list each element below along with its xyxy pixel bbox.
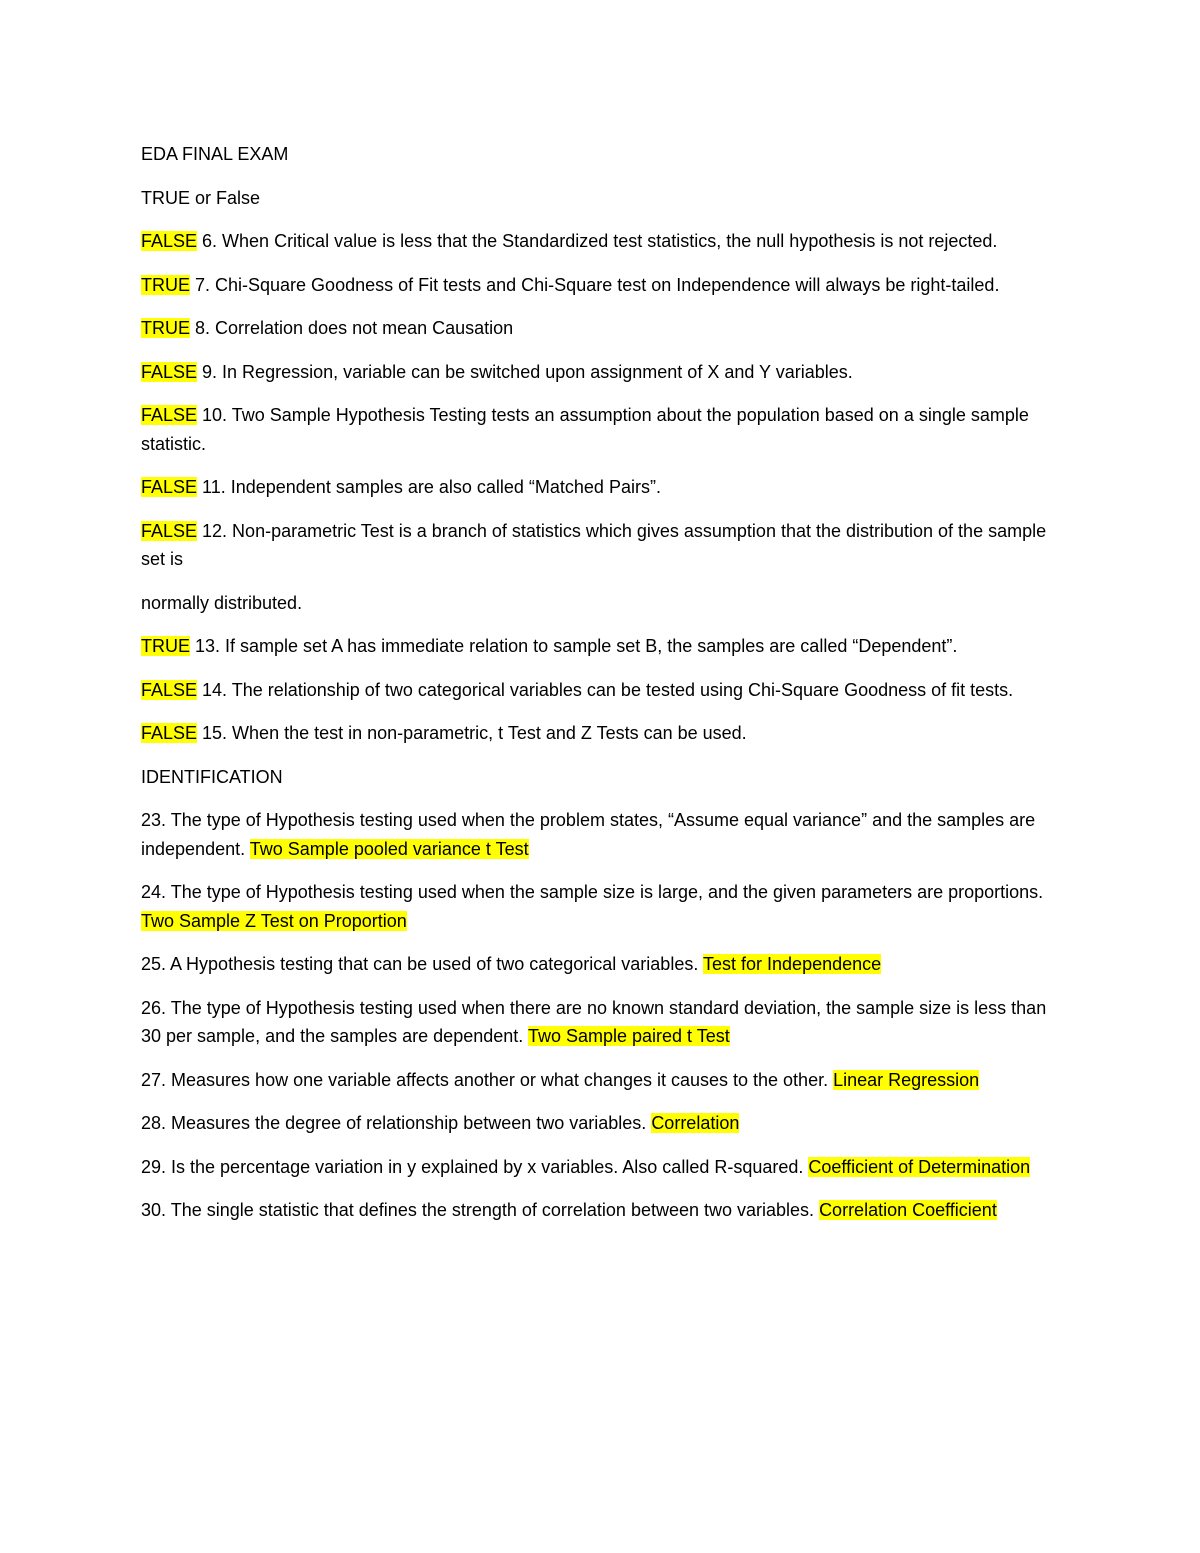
- tf-answer: TRUE: [141, 636, 190, 656]
- tf-question: 10. Two Sample Hypothesis Testing tests an assumption about the population based on a single sample statistic.: [141, 405, 1029, 454]
- id-question: 25. A Hypothesis testing that can be used of two categorical variables.: [141, 954, 704, 974]
- id-item-24: [141, 878, 1066, 935]
- id-question: 30. The single statistic that defines the strength of correlation between two variables.: [141, 1200, 820, 1220]
- id-answer: Coefficient of Determination: [808, 1156, 1031, 1177]
- tf-answer: TRUE: [141, 274, 190, 295]
- id-answer: Linear Regression: [833, 1069, 980, 1090]
- id-item-29: [141, 1153, 1066, 1182]
- tf-item-12-continued: [141, 589, 1066, 618]
- tf-answer: FALSE: [141, 520, 198, 541]
- tf-answer: FALSE: [141, 231, 198, 251]
- tf-item-9: [141, 358, 1066, 387]
- id-item-30: [141, 1196, 1066, 1225]
- tf-item-15: [141, 719, 1066, 748]
- tf-question: 11. Independent samples are also called “Matched Pairs”.: [197, 477, 661, 497]
- tf-question: 8. Correlation does not mean Causation: [190, 318, 514, 338]
- tf-item-10: [141, 401, 1066, 458]
- tf-question: 6. When Critical value is less that the Standardized test statistics, the null hypothesis is not rejected.: [197, 231, 998, 251]
- id-answer: Two Sample Z Test on Proportion: [141, 910, 407, 931]
- id-answer: Correlation: [651, 1113, 740, 1133]
- id-item-23: [141, 806, 1066, 863]
- document-title: EDA FINAL EXAM: [141, 144, 289, 164]
- tf-item-8: [141, 314, 1066, 343]
- tf-answer: FALSE: [141, 361, 198, 382]
- tf-item-13: [141, 632, 1066, 661]
- tf-answer: FALSE: [141, 405, 198, 425]
- tf-question: normally distributed.: [141, 592, 303, 613]
- id-item-27: [141, 1066, 1066, 1095]
- tf-answer: FALSE: [141, 679, 198, 700]
- id-item-26: [141, 994, 1066, 1051]
- id-question: 23. The type of Hypothesis testing used when the problem states, “Assume equal variance” and the samples are independent.: [141, 810, 1036, 859]
- id-question: 24. The type of Hypothesis testing used when the sample size is large, and the given parameters are proportions.: [141, 882, 1044, 902]
- id-answer: Test for Independence: [703, 954, 882, 974]
- id-question: 27. Measures how one variable affects another or what changes it causes to the other.: [141, 1069, 834, 1090]
- tf-answer: FALSE: [141, 477, 198, 497]
- document-page: [141, 140, 1066, 1240]
- id-question: 29. Is the percentage variation in y explained by x variables. Also called R-squared.: [141, 1156, 809, 1177]
- tf-item-6: [141, 227, 1066, 256]
- tf-question: 7. Chi-Square Goodness of Fit tests and Chi-Square test on Independence will always be right-tailed.: [190, 274, 1000, 295]
- identification-heading: IDENTIFICATION: [141, 766, 283, 787]
- id-question: 26. The type of Hypothesis testing used when there are no known standard deviation, the sample size is less than 30 per sample, and the samples are dependent.: [141, 997, 1047, 1046]
- id-answer: Two Sample pooled variance t Test: [249, 838, 529, 859]
- tf-question: 13. If sample set A has immediate relation to sample set B, the samples are called “Dependent”.: [190, 636, 958, 656]
- tf-question: 9. In Regression, variable can be switched upon assignment of X and Y variables.: [197, 361, 853, 382]
- tf-item-7: [141, 271, 1066, 300]
- id-item-28: [141, 1109, 1066, 1138]
- true-false-heading: TRUE or False: [141, 187, 261, 208]
- tf-question: 12. Non-parametric Test is a branch of statistics which gives assumption that the distribution of the sample set is: [141, 520, 1047, 569]
- id-item-25: [141, 950, 1066, 979]
- id-question: 28. Measures the degree of relationship between two variables.: [141, 1113, 652, 1133]
- tf-answer: FALSE: [141, 723, 198, 743]
- tf-answer: TRUE: [141, 318, 190, 338]
- id-answer: Two Sample paired t Test: [527, 1026, 730, 1046]
- id-answer: Correlation Coefficient: [819, 1200, 997, 1220]
- tf-question: 14. The relationship of two categorical variables can be tested using Chi-Square Goodness of fit tests.: [197, 679, 1014, 700]
- tf-item-12: [141, 517, 1066, 574]
- tf-question: 15. When the test in non-parametric, t Test and Z Tests can be used.: [197, 723, 747, 743]
- tf-item-14: [141, 676, 1066, 705]
- tf-item-11: [141, 473, 1066, 502]
